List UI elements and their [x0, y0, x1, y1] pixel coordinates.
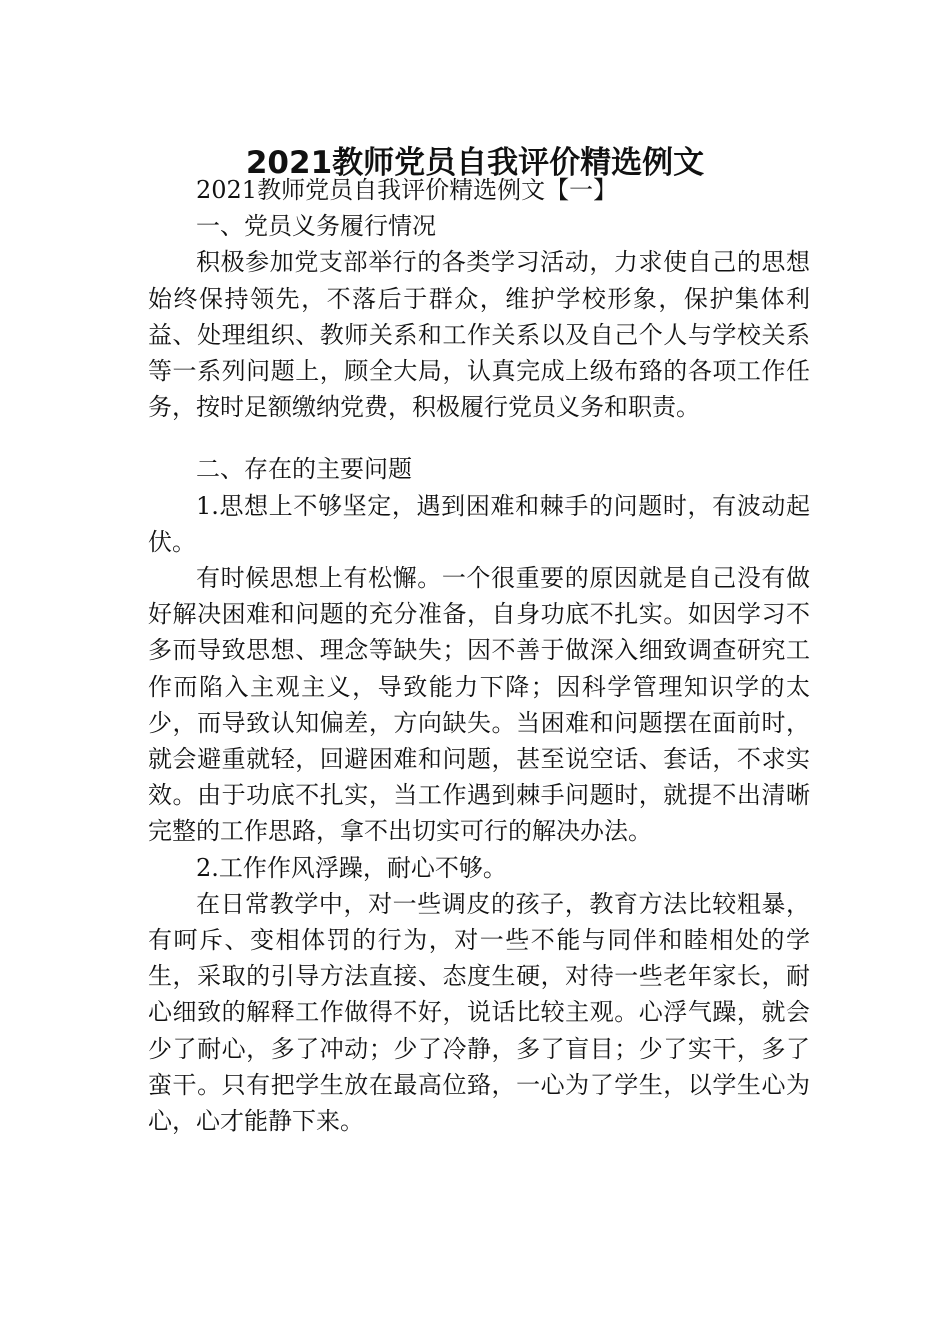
section-1-heading: 一、党员义务履行情况: [196, 212, 436, 241]
item-1-paragraph: 有时候思想上有松懈。一个很重要的原因就是自己没有做好解决困难和问题的充分准备，自身功底不扎实。如因学习不多而导致思想、理念等缺失；因不善于做深入细致调查研究工作而陷入主观主义，导致能力下降；因科学管理知识学的太少，而导致认知偏差，方向缺失。当困难和问题摆在面前时，就会避重就轻，回避困难和问题，甚至说空话、套话，不求实效。由于功底不扎实，当工作遇到棘手问题时，就提不出清晰完整的工作思路，拿不出切实可行的解决办法。: [148, 564, 810, 846]
document-body: [148, 172, 810, 1139]
document-subtitle: 2021教师党员自我评价精选例文【一】: [196, 176, 618, 204]
item-2-paragraph: 在日常教学中，对一些调皮的孩子，教育方法比较粗暴，有呵斥、变相体罚的行为，对一些不能与同伴和睦相处的学生，采取的引导方法直接、态度生硬，对待一些老年家长，耐心细致的解释工作做得不好，说话比较主观。心浮气躁，就会少了耐心，多了冲动；少了冷静，多了盲目；少了实干，多了蛮干。只有把学生放在最高位臵，一心为了学生，以学生心为心，心才能静下来。: [148, 889, 810, 1136]
section-2-heading: 二、存在的主要问题: [196, 455, 412, 484]
paragraph-spacer: [148, 425, 810, 451]
section-1-paragraph: 积极参加党支部举行的各类学习活动，力求使自己的思想始终保持领先，不落后于群众，维护学校形象，保护集体利益、处理组织、教师关系和工作关系以及自己个人与学校关系等一系列问题上，顾全大局，认真完成上级布臵的各项工作任务，按时足额缴纳党费，积极履行党员义务和职责。: [148, 248, 810, 422]
item-2-heading: 2.工作作风浮躁，耐心不够。: [196, 853, 507, 882]
item-1-heading: 1.思想上不够坚定，遇到困难和棘手的问题时，有波动起伏。: [148, 491, 810, 556]
document-title: 2021教师党员自我评价精选例文: [245, 144, 705, 181]
